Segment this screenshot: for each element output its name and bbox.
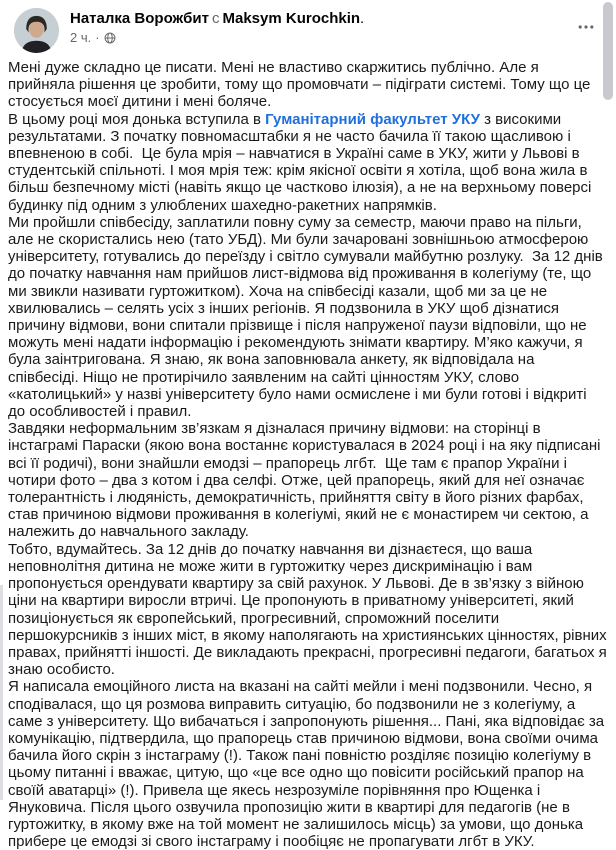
post-menu-button[interactable] [574,17,598,37]
text-run: з високими результатами. З початку повномасштабки я не часто бачила її такою щасливою і впевненою в собі. Це була мрія – навчатися в Україні саме в УКУ, жити у Львові в студентській спільноті. І моя мрія теж: крім якісної освіти я хотіла, щоб вона жила в більш безпечному місті (навіть якщо це частково ілюзія), а не на верхньому поверсі будинку під одним з улюблених шахедно-ракетних напрямків. [8,110,596,214]
coauthor-name-link[interactable]: Maksym Kurochkin [222,10,361,27]
byline-suffix: . [360,10,365,27]
post-text [0,55,616,850]
paragraph [8,111,607,214]
paragraph: Мені дуже складно це писати. Мені не властиво скаржитись публічно. Але я прийняла рішення це зробити, тому що промовчати – підіграти системі. Тому що це стосується моєї дитини і мені боляче. [8,59,595,111]
post-header [0,0,616,55]
left-edge-artifact [0,585,3,800]
privacy-globe-icon [104,32,116,44]
author-name-link[interactable]: Наталка Ворожбит [70,10,209,27]
paragraph: Тобто, вдумайтесь. За 12 днів до початку навчання ви дізнаєтеся, що ваша неповнолітня дитина не може жити в гуртожитку через дискримінацію і вам пропонується орендувати квартиру за свій рахунок. У Львові. Де в зв’язку з війною ціни на квартири виросли втричі. Це пропонують в приватному університеті, який позиціонується як європейський, прогресивний, спроможний поселити першокурсників з інших міст, в якому наполягають на християнських цінностях, рівних правах, прийнятті іншості. Де викладають прекрасні, прогресивні педагоги, багатьох я знаю особисто. [8,540,611,679]
author-profile-photo [14,8,59,53]
author-avatar[interactable] [14,8,59,53]
text-run: В цьому році моя донька вступила в [8,110,266,128]
post-byline [70,9,600,29]
faculty-page-link[interactable]: Гуманітарний факультет УКУ [265,110,480,128]
ellipsis-icon [576,17,596,37]
scrollbar-thumb[interactable] [603,2,613,100]
meta-separator: · [95,30,100,45]
post-meta [70,30,600,46]
byline-connector: с [212,10,220,27]
header-text [70,8,600,46]
timestamp-link[interactable]: 2 ч. [70,30,92,45]
paragraph: Я написала емоційного листа на вказані на сайті мейли і мені подзвонили. Чесно, я сподівалася, що ця розмова виправить ситуацію, бо подзвонили не з колегіуму, а саме з університету. Що вибачаться і запропонують рішення... Пані, яка відповідає за комунікацію, підтвердила, що прапорець став причиною відмови, вона своїми очима бачила його скрін з інстаграму (!). Також пані повністю розділяє позицію колегіуму в цьому питанні і вважає, цитую, що «це все одно що повісити російський прапор на своїй аватарці» (!). Привела ще якесь незрозуміле порівняння про Ющенка і Януковича. Після цього озвучила пропозицію жити в квартирі для педагогів (не в гуртожитку, в якому вже на той момент не залишилось місць) за умови, що донька прибере це емодзі зі свого інстаграму і пообіцяє не пропагувати лгбт в УКУ. [8,678,609,850]
paragraph: Завдяки неформальним зв’язкам я дізналася причину відмови: на сторінці в інстаграмі Параски (якою вона востаннє користувалася в 2024 році і на яку підписані всі її родичі), вони знайшли емодзі – прапорець лгбт. Ще там є прапор України і чотири фото – два з котом і два селфі. Отже, цей прапорець, який для неї означає толерантність і людяність, демократичність, прийняття світу в його різних фарбах, став причиною відмови проживання в колегіумі, який не є монастирем чи сектою, а належить до навчального закладу. [8,420,605,541]
paragraph: Ми пройшли співбесіду, заплатили повну суму за семестр, маючи право на пільги, але не скористались нею (тато УБД). Ми були зачаровані зовнішньою атмосферою університету, готувались до переїзду і світло сумували майбутню розлуку. За 12 днів до початку навчання нам прийшов лист-відмова від проживання в колегіуму (те, що ми звикли називати гуртожитком). Хоча на співбесіді казали, щоб ми за це не хвилювались – селять усіх з інших регіонів. Я подзвонила в УКУ щоб дізнатися причину відмови, вони спитали прізвище і після напруженої паузи відповіли, що не можуть мені надати інформацію і рекомендують знімати квартиру. М’яко кажучи, я була заінтригована. Я знаю, як вона заповнювала анкету, як відповідала на співбесіді. Ніщо не протирічило заявленим на сайті цінностям УКУ, слово «католицький» у назві університету було нами осмислене і ми були готові і відкриті до особливостей і правил. [8,213,607,421]
